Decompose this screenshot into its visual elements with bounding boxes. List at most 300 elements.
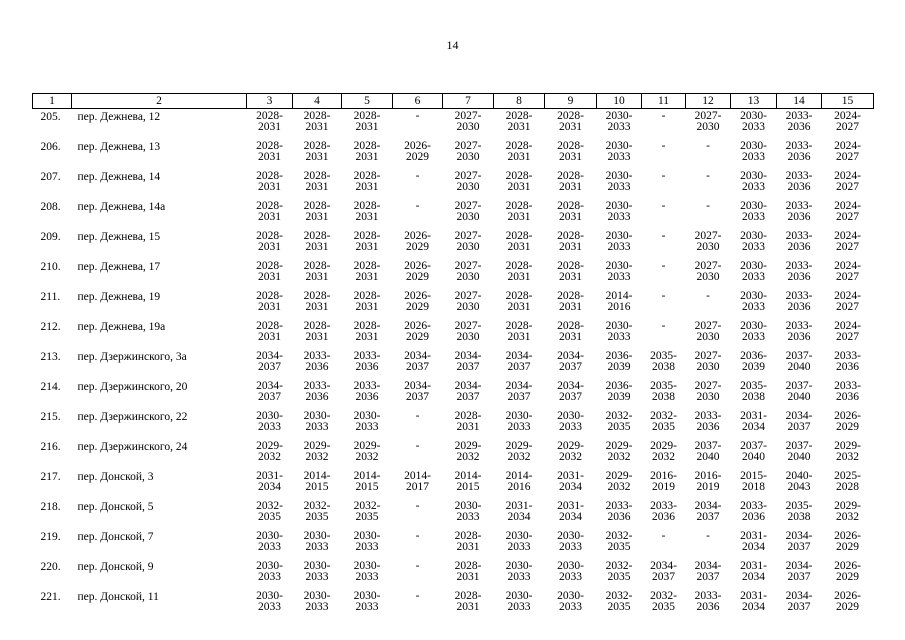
address-cell: пер. Донской, 11 (77, 591, 159, 603)
period-start: 2033- (785, 170, 813, 182)
period-cell (393, 379, 443, 409)
period-start: 2028- (303, 290, 331, 302)
period-end: 2033 (355, 570, 379, 583)
period-start: 2024- (834, 260, 861, 272)
column-header: 3 (247, 94, 293, 109)
period-start: 2028- (505, 230, 533, 242)
period-cell (642, 289, 686, 319)
address-cell: пер. Дежнева, 14а (77, 201, 166, 213)
period-start: - (415, 170, 420, 182)
period-start: 2030- (740, 170, 767, 182)
period-cell (494, 289, 545, 319)
period-start: 2034- (694, 560, 722, 572)
period-cell (293, 529, 342, 559)
period-start: 2033- (650, 500, 677, 512)
period-cell (731, 559, 777, 589)
period-end: 2018 (742, 480, 765, 493)
period-end: 2038 (652, 390, 675, 403)
period-end: 2043 (787, 480, 811, 493)
period-start: 2035- (650, 350, 677, 362)
column-header: 15 (822, 94, 874, 109)
period-cell (686, 289, 731, 319)
period-start: 2026- (834, 530, 861, 542)
period-end: 2031 (305, 180, 329, 193)
period-end: 2040 (787, 390, 811, 403)
period-cell (731, 469, 777, 499)
period-end: 2030 (696, 120, 720, 133)
period-cell (822, 199, 874, 229)
period-start: 2033- (785, 200, 813, 212)
period-start: 2030- (256, 530, 283, 542)
period-end: 2034 (742, 420, 765, 433)
period-start: 2027- (454, 260, 482, 272)
period-start: 2028- (303, 260, 331, 272)
period-end: 2033 (559, 570, 582, 583)
period-end: 2015 (305, 480, 329, 493)
period-start: 2015- (740, 470, 767, 482)
table-row (33, 559, 874, 589)
period-end: 2033 (607, 210, 631, 223)
period-start: 2030- (353, 560, 381, 572)
period-end: 2019 (696, 480, 720, 493)
period-cell (822, 529, 874, 559)
period-start: 2040- (785, 470, 813, 482)
period-start: 2030- (605, 140, 633, 152)
period-cell (777, 169, 822, 199)
row-number: 208. (40, 201, 61, 213)
period-cell (642, 559, 686, 589)
period-cell (293, 139, 342, 169)
period-cell (822, 469, 874, 499)
period-end: 2033 (305, 570, 329, 583)
period-end: 2036 (787, 270, 811, 283)
period-end: 2036 (696, 600, 720, 613)
period-cell (342, 559, 393, 589)
period-start: 2030- (256, 560, 283, 572)
period-end: 2037 (787, 600, 811, 613)
period-cell (777, 559, 822, 589)
period-cell (597, 289, 642, 319)
period-start: 2034- (557, 350, 584, 362)
period-cell (642, 529, 686, 559)
period-start: 2032- (353, 500, 381, 512)
period-cell (731, 409, 777, 439)
period-start: 2026- (834, 590, 861, 602)
period-end: 2031 (305, 150, 329, 163)
period-cell (822, 379, 874, 409)
period-start: 2028- (557, 260, 584, 272)
period-start: 2030- (454, 500, 482, 512)
period-cell (342, 379, 393, 409)
period-end: 2034 (742, 540, 765, 553)
period-cell (686, 499, 731, 529)
period-end: 2032 (607, 450, 631, 463)
period-end: 2032 (836, 510, 859, 523)
period-cell (642, 379, 686, 409)
period-cell (597, 379, 642, 409)
table-row (33, 589, 874, 619)
period-start: 2026- (834, 560, 861, 572)
address-cell: пер. Донской, 3 (77, 471, 154, 483)
period-start: 2030- (557, 590, 584, 602)
period-cell (822, 559, 874, 589)
period-start: 2026- (404, 320, 431, 332)
period-cell (545, 349, 597, 379)
period-cell (545, 109, 597, 140)
period-cell (393, 229, 443, 259)
period-start: 2014- (454, 470, 482, 482)
period-cell (777, 139, 822, 169)
period-start: 2030- (505, 560, 533, 572)
period-start: 2029- (605, 440, 633, 452)
period-cell (731, 169, 777, 199)
period-end: 2030 (456, 300, 480, 313)
column-header: 5 (342, 94, 393, 109)
address-cell: пер. Дежнева, 19 (77, 291, 161, 303)
period-cell (247, 289, 293, 319)
period-cell (293, 259, 342, 289)
period-end: 2037 (507, 360, 531, 373)
period-start: 2029- (834, 500, 861, 512)
period-cell (777, 529, 822, 559)
period-cell (597, 349, 642, 379)
period-start: 2027- (454, 140, 482, 152)
period-cell (642, 169, 686, 199)
period-end: 2029 (836, 420, 859, 433)
period-cell (293, 439, 342, 469)
period-end: 2029 (406, 330, 429, 343)
period-cell (494, 589, 545, 619)
period-start: 2027- (694, 230, 722, 242)
period-start: 2027- (454, 110, 482, 122)
period-start: 2024- (834, 290, 861, 302)
column-header: 10 (597, 94, 642, 109)
period-start: 2031- (740, 560, 767, 572)
address-cell: пер. Дзержинского, 20 (77, 381, 188, 393)
period-cell (443, 379, 494, 409)
period-start: 2028- (303, 200, 331, 212)
row-number: 215. (40, 411, 61, 423)
period-end: 2027 (836, 210, 859, 223)
period-end: 2038 (787, 510, 811, 523)
period-cell (597, 469, 642, 499)
period-end: 2031 (507, 240, 531, 253)
period-cell (494, 559, 545, 589)
row-number: 214. (40, 381, 61, 393)
period-cell (393, 259, 443, 289)
period-start: - (661, 140, 666, 152)
period-start: 2028- (256, 110, 283, 122)
period-cell (293, 589, 342, 619)
period-start: 2030- (740, 140, 767, 152)
period-cell (494, 169, 545, 199)
period-start: - (706, 200, 710, 212)
period-start: 2034- (404, 350, 431, 362)
period-start: 2028- (303, 320, 331, 332)
period-cell (731, 529, 777, 559)
period-start: 2028- (303, 230, 331, 242)
period-start: - (415, 440, 420, 452)
table-header-row (33, 94, 874, 109)
period-end: 2031 (355, 240, 379, 253)
period-end: 2037 (456, 390, 480, 403)
period-start: 2026- (404, 290, 431, 302)
period-end: 2032 (456, 450, 480, 463)
period-start: 2033- (785, 140, 813, 152)
period-start: 2037- (785, 380, 813, 392)
period-cell (494, 529, 545, 559)
period-cell (777, 379, 822, 409)
period-end: 2033 (456, 510, 480, 523)
period-cell (393, 559, 443, 589)
period-start: 2028- (353, 170, 381, 182)
period-start: 2030- (303, 590, 331, 602)
period-end: 2036 (787, 120, 811, 133)
period-start: 2016- (650, 470, 677, 482)
period-cell (342, 409, 393, 439)
period-cell (342, 439, 393, 469)
period-end: 2031 (559, 180, 582, 193)
period-cell (247, 529, 293, 559)
period-cell (393, 289, 443, 319)
column-header: 7 (443, 94, 494, 109)
period-end: 2027 (836, 150, 859, 163)
period-end: 2036 (836, 360, 859, 373)
period-end: 2037 (559, 390, 582, 403)
period-end: 2027 (836, 180, 859, 193)
period-end: 2036 (652, 510, 675, 523)
period-start: 2032- (650, 590, 677, 602)
period-end: 2040 (742, 450, 765, 463)
period-cell (443, 319, 494, 349)
period-end: 2034 (559, 480, 582, 493)
period-start: 2033- (740, 500, 767, 512)
period-start: 2032- (650, 410, 677, 422)
period-start: 2030- (740, 200, 767, 212)
period-end: 2031 (258, 300, 281, 313)
period-start: 2024- (834, 170, 861, 182)
period-end: 2037 (456, 360, 480, 373)
period-end: 2033 (305, 540, 329, 553)
period-end: 2033 (258, 570, 281, 583)
period-start: 2033- (785, 260, 813, 272)
period-start: 2033- (834, 350, 861, 362)
period-cell (247, 319, 293, 349)
period-start: 2036- (740, 350, 767, 362)
period-end: 2037 (787, 540, 811, 553)
period-cell (443, 439, 494, 469)
period-end: 2033 (607, 120, 631, 133)
period-cell (293, 199, 342, 229)
period-cell (545, 229, 597, 259)
column-header: 2 (72, 94, 247, 109)
period-end: 2033 (559, 540, 582, 553)
period-end: 2033 (607, 240, 631, 253)
period-end: 2031 (355, 300, 379, 313)
period-cell (247, 139, 293, 169)
period-cell (443, 229, 494, 259)
period-start: 2030- (256, 590, 283, 602)
period-start: 2034- (454, 350, 482, 362)
row-number: 207. (40, 171, 61, 183)
period-end: 2029 (836, 600, 859, 613)
period-start: 2030- (557, 410, 584, 422)
period-end: 2040 (787, 360, 811, 373)
period-start: - (415, 560, 420, 572)
period-start: 2029- (505, 440, 533, 452)
period-cell (342, 109, 393, 140)
period-cell (443, 139, 494, 169)
period-cell (293, 319, 342, 349)
table-row (33, 109, 874, 140)
period-end: 2035 (355, 510, 379, 523)
period-cell (777, 289, 822, 319)
period-cell (247, 259, 293, 289)
period-start: 2027- (694, 320, 722, 332)
period-end: 2017 (406, 480, 429, 493)
period-start: 2035- (650, 380, 677, 392)
period-start: 2031- (740, 530, 767, 542)
period-end: 2032 (652, 450, 675, 463)
period-end: 2031 (559, 150, 582, 163)
period-start: 2030- (605, 320, 633, 332)
period-end: 2033 (742, 270, 765, 283)
period-start: 2036- (605, 350, 633, 362)
period-start: - (661, 260, 666, 272)
period-start: 2029- (650, 440, 677, 452)
period-start: 2027- (694, 380, 722, 392)
period-end: 2031 (507, 180, 531, 193)
period-cell (822, 409, 874, 439)
period-start: 2029- (256, 440, 283, 452)
period-cell (597, 229, 642, 259)
period-end: 2031 (456, 600, 480, 613)
period-end: 2033 (507, 420, 531, 433)
period-end: 2031 (355, 180, 379, 193)
period-start: 2029- (454, 440, 482, 452)
period-end: 2031 (507, 270, 531, 283)
period-start: 2014- (404, 470, 431, 482)
period-start: 2030- (303, 560, 331, 572)
period-start: 2034- (256, 350, 283, 362)
period-start: 2030- (740, 110, 767, 122)
period-end: 2030 (456, 330, 480, 343)
period-cell (393, 469, 443, 499)
period-start: 2034- (785, 590, 813, 602)
period-end: 2034 (507, 510, 531, 523)
period-end: 2030 (456, 150, 480, 163)
period-start: 2034- (785, 530, 813, 542)
row-number: 213. (40, 351, 61, 363)
period-cell (494, 139, 545, 169)
period-start: 2033- (605, 500, 633, 512)
period-cell (822, 589, 874, 619)
period-start: 2029- (557, 440, 584, 452)
period-end: 2033 (742, 330, 765, 343)
period-end: 2033 (742, 120, 765, 133)
period-end: 2031 (559, 120, 582, 133)
period-cell (494, 259, 545, 289)
period-cell (777, 199, 822, 229)
period-end: 2033 (507, 570, 531, 583)
period-cell (545, 559, 597, 589)
period-cell (443, 469, 494, 499)
period-cell (597, 499, 642, 529)
period-cell (777, 259, 822, 289)
period-cell (731, 379, 777, 409)
period-end: 2031 (456, 570, 480, 583)
period-cell (443, 559, 494, 589)
period-start: 2028- (303, 170, 331, 182)
period-end: 2015 (456, 480, 480, 493)
period-cell (393, 589, 443, 619)
period-cell (342, 139, 393, 169)
period-start: 2032- (605, 560, 633, 572)
table-row (33, 529, 874, 559)
period-cell (393, 439, 443, 469)
period-cell (247, 439, 293, 469)
period-cell (597, 319, 642, 349)
period-cell (342, 169, 393, 199)
period-cell (686, 319, 731, 349)
period-end: 2037 (406, 390, 429, 403)
period-end: 2029 (406, 300, 429, 313)
period-start: 2029- (605, 470, 633, 482)
period-start: 2028- (256, 140, 283, 152)
period-end: 2031 (305, 120, 329, 133)
period-end: 2035 (258, 510, 281, 523)
period-start: 2029- (834, 440, 861, 452)
period-start: 2027- (454, 320, 482, 332)
period-cell (777, 349, 822, 379)
period-cell (293, 409, 342, 439)
period-start: 2030- (353, 590, 381, 602)
period-end: 2038 (742, 390, 765, 403)
period-end: 2031 (507, 330, 531, 343)
period-start: 2027- (454, 290, 482, 302)
period-cell (686, 529, 731, 559)
period-cell (642, 469, 686, 499)
period-cell (494, 349, 545, 379)
period-cell (731, 109, 777, 140)
period-end: 2036 (355, 390, 379, 403)
period-start: 2033- (785, 290, 813, 302)
period-cell (293, 109, 342, 140)
column-header: 4 (293, 94, 342, 109)
period-end: 2033 (258, 600, 281, 613)
period-cell (494, 439, 545, 469)
period-cell (777, 589, 822, 619)
period-start: 2014- (353, 470, 381, 482)
period-start: - (415, 530, 420, 542)
period-cell (686, 229, 731, 259)
address-cell: пер. Дежнева, 14 (77, 171, 161, 183)
period-end: 2031 (456, 420, 480, 433)
period-end: 2016 (607, 300, 631, 313)
period-end: 2037 (507, 390, 531, 403)
period-cell (293, 229, 342, 259)
period-end: 2037 (787, 570, 811, 583)
period-cell (545, 589, 597, 619)
period-cell (494, 499, 545, 529)
period-start: 2034- (256, 380, 283, 392)
period-end: 2033 (559, 420, 582, 433)
period-cell (642, 139, 686, 169)
period-cell (731, 199, 777, 229)
period-end: 2032 (607, 480, 631, 493)
period-start: - (661, 320, 666, 332)
row-number: 221. (40, 591, 61, 603)
